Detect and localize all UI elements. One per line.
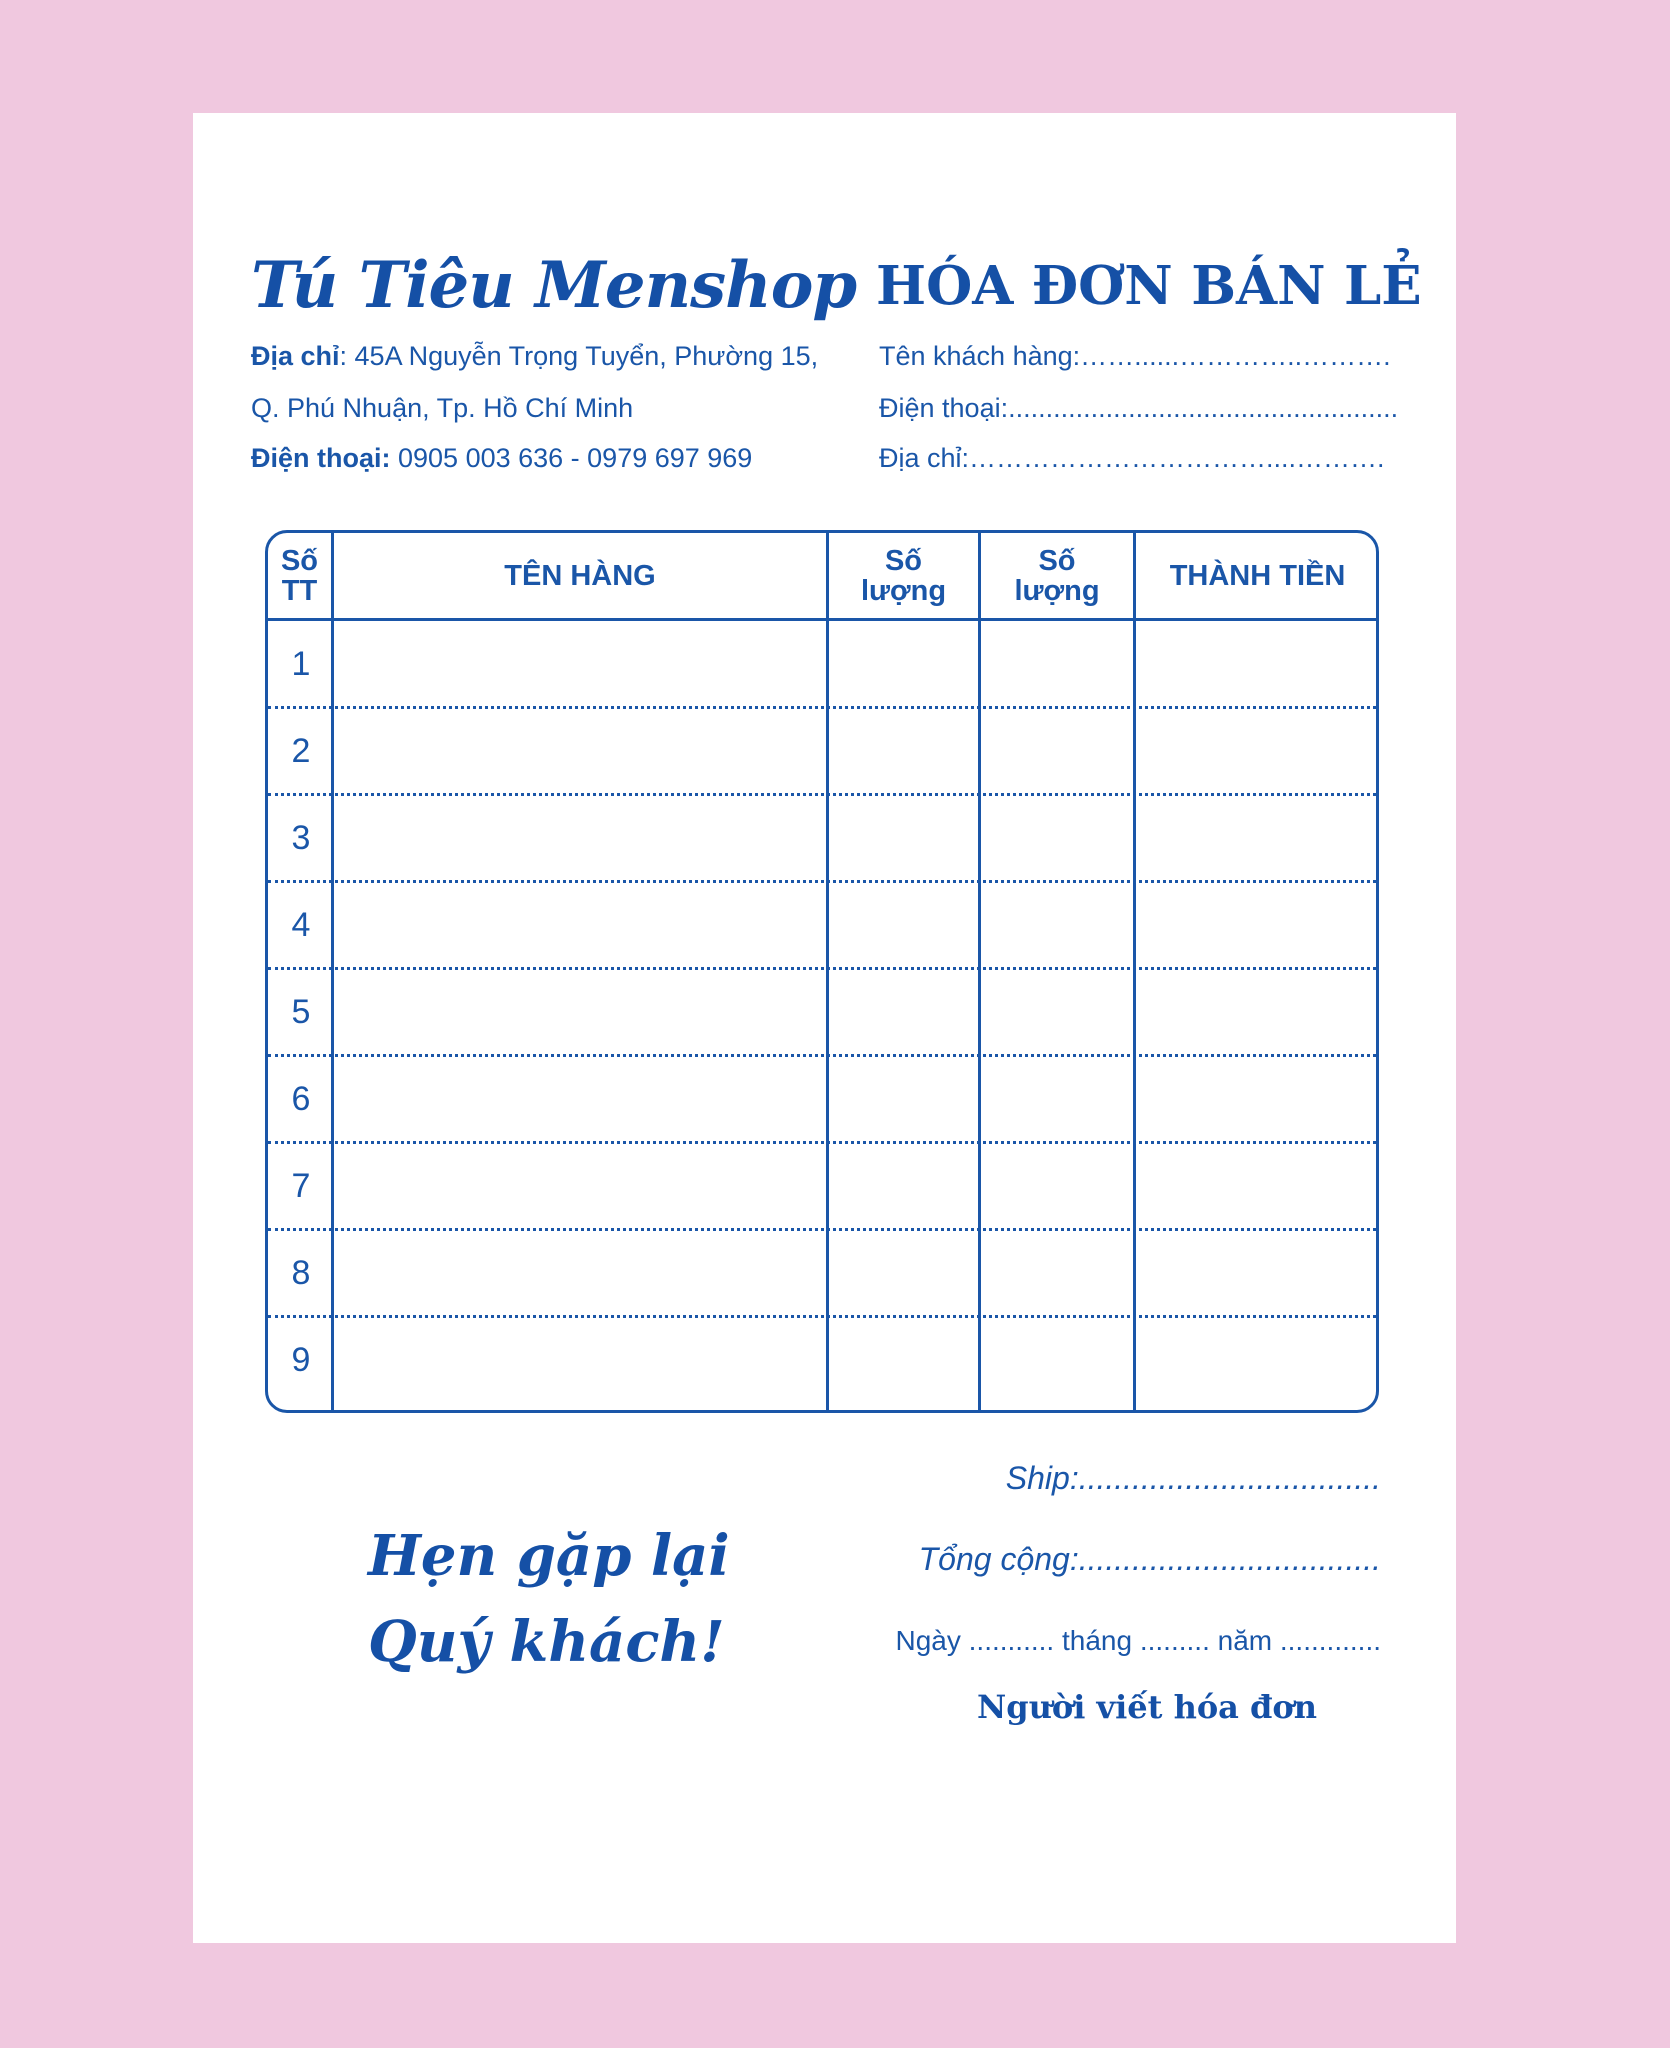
header-quantity-2 <box>981 533 1133 618</box>
row-separator <box>268 880 1376 883</box>
row-number: 3 <box>291 819 311 857</box>
phone-label: Điện thoại: <box>251 443 391 473</box>
row-separator <box>268 793 1376 796</box>
header-stt-line2: TT <box>281 574 318 607</box>
items-table <box>265 530 1379 1413</box>
row-separator <box>268 1315 1376 1318</box>
address-label: Địa chỉ <box>251 341 340 371</box>
row-number: 5 <box>291 993 311 1031</box>
ship-field[interactable]: Ship:.................................. <box>1005 1460 1381 1496</box>
column-divider <box>978 533 981 1410</box>
customer-phone-field[interactable]: Điện thoại:.................................................... <box>879 393 1399 423</box>
address-value: : 45A Nguyễn Trọng Tuyển, Phường 15, <box>339 341 819 371</box>
row-separator <box>268 1228 1376 1231</box>
row-number: 6 <box>291 1080 311 1118</box>
row-number: 9 <box>291 1341 311 1379</box>
closing-message <box>368 1513 730 1685</box>
customer-address-field[interactable]: Địa chỉ:……………………………....………. <box>879 443 1385 473</box>
header-stt-line1: Số <box>280 544 319 577</box>
header-amount: THÀNH TIỀN <box>1169 559 1346 592</box>
row-number: 7 <box>291 1167 311 1205</box>
shop-phone <box>251 443 752 474</box>
invoice-sheet <box>193 113 1456 1943</box>
shop-address-line1 <box>251 341 818 372</box>
phone-value: 0905 003 636 - 0979 697 969 <box>390 443 753 473</box>
header-qty2-line2: lượng <box>1014 574 1100 607</box>
signer-label: Người viết hóa đơn <box>977 1688 1318 1726</box>
shop-address-line2: Q. Phú Nhuận, Tp. Hồ Chí Minh <box>251 393 634 423</box>
header-quantity-1 <box>829 533 978 618</box>
row-number: 2 <box>291 732 311 770</box>
row-separator <box>268 1054 1376 1057</box>
invoice-title: HÓA ĐƠN BÁN LẺ <box>876 255 1422 317</box>
closing-line1: Hẹn gặp lại <box>368 1523 730 1589</box>
row-number: 1 <box>291 645 311 683</box>
date-field[interactable]: Ngày ........... tháng ......... năm ............. <box>895 1625 1381 1656</box>
row-separator <box>268 706 1376 709</box>
customer-name-field[interactable]: Tên khách hàng:……......…………..………. <box>879 341 1391 371</box>
row-separator <box>268 967 1376 970</box>
header-stt <box>268 533 331 618</box>
row-number: 8 <box>291 1254 311 1292</box>
header-qty1-line1: Số <box>884 544 923 577</box>
header-qty1-line2: lượng <box>860 574 947 607</box>
closing-line2: Quý khách! <box>368 1609 725 1675</box>
row-separator <box>268 1141 1376 1144</box>
total-field[interactable]: Tổng cộng:.................................. <box>918 1541 1381 1577</box>
shop-name: Tú Tiêu Menshop <box>251 248 857 323</box>
header-qty2-line1: Số <box>1038 544 1076 577</box>
column-divider <box>1133 533 1136 1410</box>
header-product: TÊN HÀNG <box>504 559 656 592</box>
row-number: 4 <box>291 906 311 944</box>
header-divider <box>268 618 1376 621</box>
column-divider <box>826 533 829 1410</box>
